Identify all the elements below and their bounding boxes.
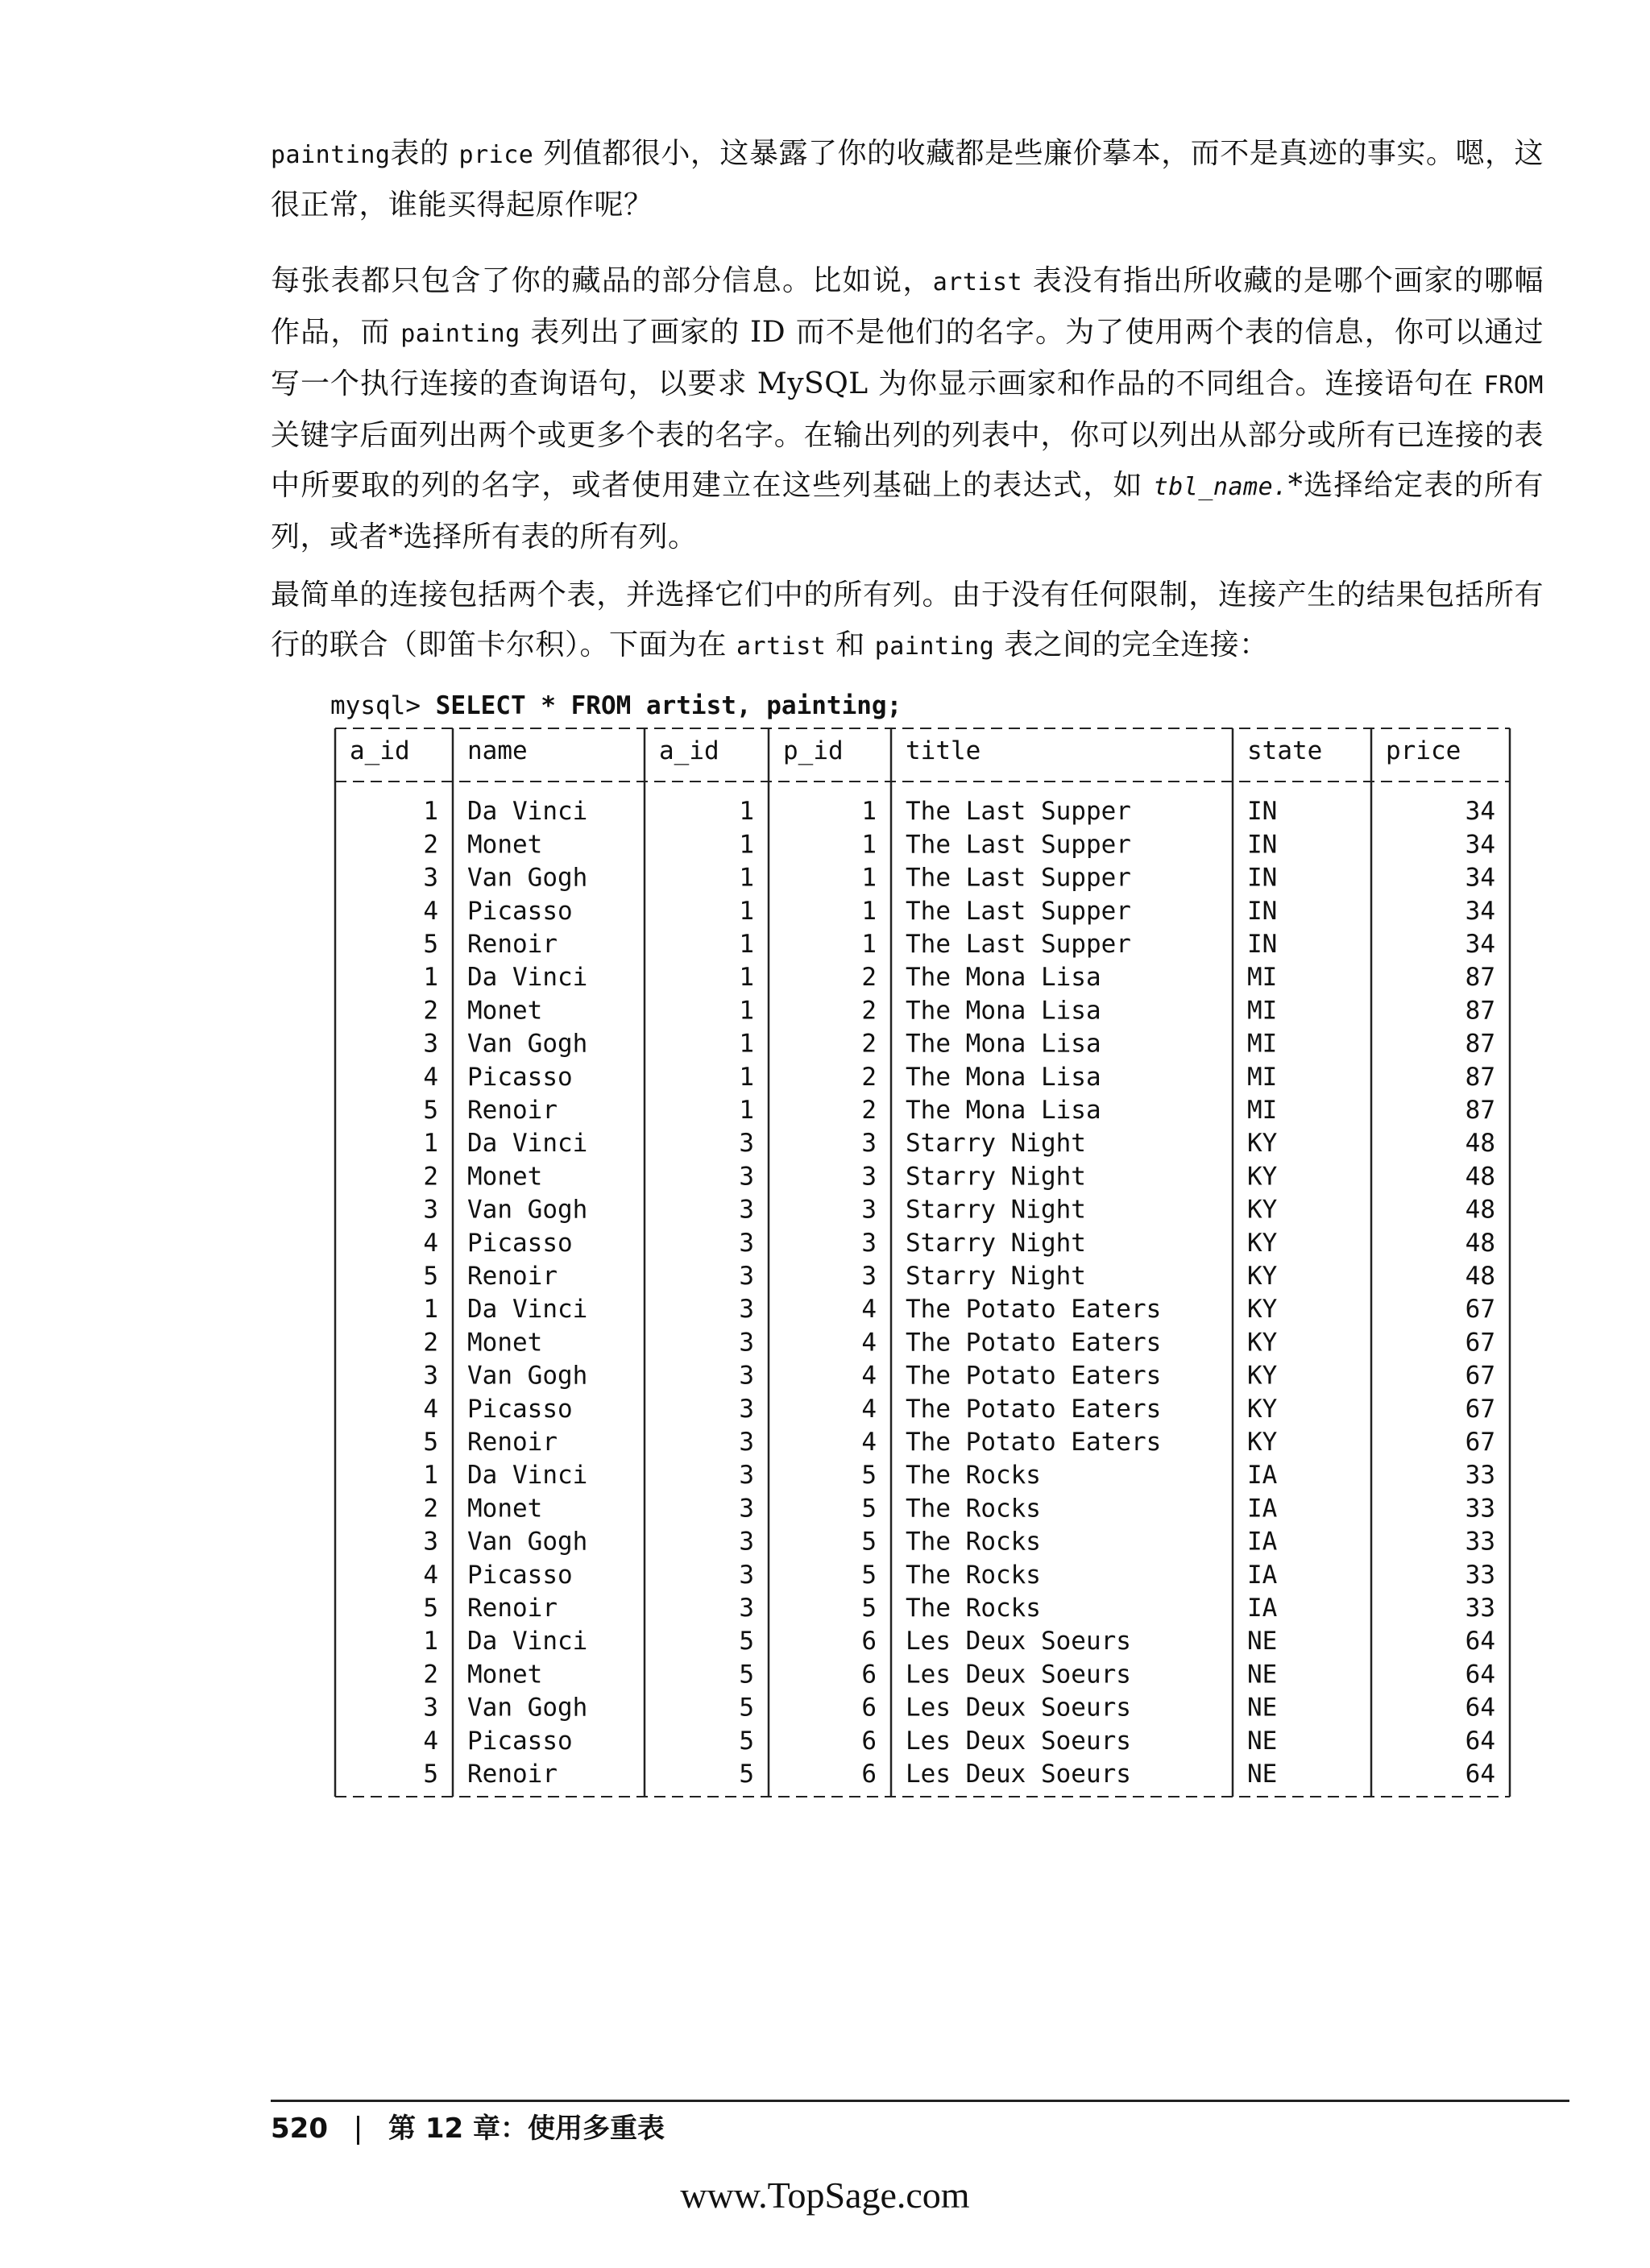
table-cell-name: Monet bbox=[467, 1494, 543, 1524]
table-cell-state: IN bbox=[1247, 830, 1278, 860]
table-cell-state: MI bbox=[1247, 1096, 1278, 1125]
table-cell-state: NE bbox=[1247, 1660, 1278, 1690]
inline-code-painting: painting bbox=[400, 320, 520, 348]
table-cell-name: Picasso bbox=[467, 1560, 573, 1590]
table-cell-price: 34 bbox=[1465, 863, 1495, 893]
table-cell-name: Da Vinci bbox=[467, 1295, 588, 1325]
table-cell-a-id: 1 bbox=[423, 1461, 438, 1491]
table-cell-state: IN bbox=[1247, 896, 1278, 926]
table-cell-name: Monet bbox=[467, 1162, 543, 1192]
table-cell-name: Van Gogh bbox=[467, 1029, 588, 1059]
table-cell-name: Renoir bbox=[467, 1262, 558, 1291]
table-cell-p-id: 2 bbox=[861, 996, 877, 1026]
table-cell-a-id: 3 bbox=[423, 863, 438, 893]
table-cell-state: IN bbox=[1247, 797, 1278, 827]
table-cell-price: 64 bbox=[1465, 1627, 1495, 1656]
table-cell-a-id: 5 bbox=[423, 1594, 438, 1623]
table-cell-price: 48 bbox=[1465, 1162, 1495, 1192]
text-span: 关键字后面列出两个或更多个表的名字。在输出列的列表中，你可以列出从部分或所有已连接的表中所要取的列的名字，或者使用建立在这些列基础上的表达式，如 bbox=[271, 419, 1544, 502]
table-cell-a-id: 3 bbox=[739, 1262, 754, 1291]
table-cell-name: Monet bbox=[467, 1328, 543, 1358]
table-cell-p-id: 5 bbox=[861, 1527, 877, 1557]
table-cell-p-id: 4 bbox=[861, 1295, 877, 1325]
table-cell-a-id: 4 bbox=[423, 1394, 438, 1424]
table-cell-name: Da Vinci bbox=[467, 797, 588, 827]
table-cell-state: KY bbox=[1247, 1328, 1278, 1358]
table-cell-a-id: 5 bbox=[423, 930, 438, 959]
table-cell-a-id: 5 bbox=[423, 1428, 438, 1457]
table-cell-name: Van Gogh bbox=[467, 1361, 588, 1391]
table-cell-a-id: 3 bbox=[739, 1461, 754, 1491]
table-cell-price: 48 bbox=[1465, 1195, 1495, 1225]
table-cell-title: The Rocks bbox=[906, 1461, 1041, 1491]
table-cell-p-id: 1 bbox=[861, 930, 877, 959]
table-cell-name: Renoir bbox=[467, 930, 558, 959]
table-cell-name: Da Vinci bbox=[467, 1129, 588, 1159]
mysql-command-line bbox=[330, 691, 902, 720]
table-cell-a-id: 2 bbox=[423, 996, 438, 1026]
table-cell-state: KY bbox=[1247, 1428, 1278, 1457]
table-cell-state: NE bbox=[1247, 1760, 1278, 1789]
text-span: 表的 bbox=[390, 137, 459, 170]
table-cell-title: The Mona Lisa bbox=[906, 963, 1101, 993]
table-cell-price: 34 bbox=[1465, 830, 1495, 860]
table-cell-state: KY bbox=[1247, 1361, 1278, 1391]
chapter-title: 第 12 章：使用多重表 bbox=[388, 2113, 665, 2145]
table-cell-a-id: 5 bbox=[423, 1262, 438, 1291]
table-cell-price: 67 bbox=[1465, 1361, 1495, 1391]
table-cell-price: 33 bbox=[1465, 1461, 1495, 1491]
table-cell-p-id: 3 bbox=[861, 1262, 877, 1291]
table-cell-price: 64 bbox=[1465, 1660, 1495, 1690]
table-cell-name: Monet bbox=[467, 1660, 543, 1690]
table-cell-a-id: 3 bbox=[739, 1228, 754, 1258]
table-cell-name: Da Vinci bbox=[467, 1461, 588, 1491]
table-cell-price: 87 bbox=[1465, 1062, 1495, 1092]
mysql-prompt: mysql> bbox=[330, 691, 436, 720]
table-cell-a-id: 1 bbox=[739, 963, 754, 993]
table-cell-a-id: 1 bbox=[423, 1129, 438, 1159]
table-cell-name: Monet bbox=[467, 830, 543, 860]
table-cell-a-id: 5 bbox=[423, 1760, 438, 1789]
table-cell-title: The Mona Lisa bbox=[906, 1029, 1101, 1059]
table-cell-state: IN bbox=[1247, 863, 1278, 893]
table-cell-title: The Potato Eaters bbox=[906, 1328, 1162, 1358]
table-cell-state: IA bbox=[1247, 1594, 1278, 1623]
text-span: 表之间的完全连接： bbox=[994, 628, 1269, 661]
table-cell-a-id: 4 bbox=[423, 1228, 438, 1258]
sql-query: SELECT * FROM artist, painting; bbox=[435, 691, 902, 720]
table-cell-a-id: 4 bbox=[423, 1062, 438, 1092]
table-cell-p-id: 4 bbox=[861, 1328, 877, 1358]
table-cell-p-id: 1 bbox=[861, 797, 877, 827]
table-cell-price: 87 bbox=[1465, 963, 1495, 993]
table-cell-state: MI bbox=[1247, 1062, 1278, 1092]
table-cell-p-id: 1 bbox=[861, 896, 877, 926]
table-cell-title: The Rocks bbox=[906, 1527, 1041, 1557]
paragraph-full-join bbox=[271, 570, 1544, 672]
table-cell-price: 48 bbox=[1465, 1228, 1495, 1258]
table-cell-a-id: 2 bbox=[423, 1494, 438, 1524]
table-cell-a-id: 1 bbox=[739, 996, 754, 1026]
table-cell-p-id: 2 bbox=[861, 1062, 877, 1092]
table-cell-state: MI bbox=[1247, 996, 1278, 1026]
inline-code-painting: painting bbox=[271, 141, 391, 169]
table-cell-price: 48 bbox=[1465, 1262, 1495, 1291]
table-cell-state: KY bbox=[1247, 1295, 1278, 1325]
table-cell-a-id: 5 bbox=[739, 1726, 754, 1756]
text-span: 列值都很小，这暴露了你的收藏都是些廉价摹本，而不是真迹的事实。嗯，这很正常，谁能买得起原作呢？ bbox=[271, 137, 1544, 222]
table-cell-name: Renoir bbox=[467, 1760, 558, 1789]
table-cell-state: KY bbox=[1247, 1195, 1278, 1225]
table-cell-a-id: 3 bbox=[739, 1428, 754, 1457]
table-cell-a-id: 3 bbox=[423, 1195, 438, 1225]
table-cell-name: Van Gogh bbox=[467, 863, 588, 893]
table-cell-price: 87 bbox=[1465, 1096, 1495, 1125]
table-cell-price: 34 bbox=[1465, 797, 1495, 827]
table-cell-state: MI bbox=[1247, 963, 1278, 993]
table-cell-a-id: 3 bbox=[739, 1394, 754, 1424]
table-cell-a-id: 1 bbox=[423, 1627, 438, 1656]
table-cell-price: 33 bbox=[1465, 1494, 1495, 1524]
table-cell-state: IA bbox=[1247, 1461, 1278, 1491]
table-cell-title: The Last Supper bbox=[906, 797, 1131, 827]
table-cell-a-id: 5 bbox=[739, 1760, 754, 1789]
table-cell-title: The Mona Lisa bbox=[906, 1096, 1101, 1125]
table-cell-a-id: 3 bbox=[739, 1129, 754, 1159]
text-span: 表没有指出所收藏的是哪个画家的哪幅作品，而 bbox=[271, 264, 1544, 349]
text-span: *选择给定表的所有列，或者*选择所有表的所有列。 bbox=[271, 469, 1544, 554]
table-cell-a-id: 2 bbox=[423, 1660, 438, 1690]
footer-rule bbox=[271, 2100, 1569, 2102]
inline-code-from: FROM bbox=[1483, 371, 1544, 400]
table-cell-name: Renoir bbox=[467, 1594, 558, 1623]
table-cell-a-id: 3 bbox=[739, 1328, 754, 1358]
inline-code-artist: artist bbox=[736, 632, 827, 661]
table-header-state: state bbox=[1247, 736, 1323, 765]
table-cell-name: Picasso bbox=[467, 1394, 573, 1424]
table-cell-price: 67 bbox=[1465, 1428, 1495, 1457]
table-cell-state: KY bbox=[1247, 1129, 1278, 1159]
footer-separator bbox=[357, 2116, 359, 2145]
table-cell-price: 64 bbox=[1465, 1760, 1495, 1789]
table-cell-p-id: 6 bbox=[861, 1726, 877, 1756]
table-cell-p-id: 4 bbox=[861, 1361, 877, 1391]
inline-code-artist: artist bbox=[932, 268, 1023, 296]
table-cell-a-id: 5 bbox=[423, 1096, 438, 1125]
table-cell-a-id: 1 bbox=[423, 963, 438, 993]
table-cell-p-id: 6 bbox=[861, 1660, 877, 1690]
text-span: 每张表都只包含了你的藏品的部分信息。比如说， bbox=[271, 264, 933, 297]
table-cell-p-id: 2 bbox=[861, 1096, 877, 1125]
table-cell-title: The Rocks bbox=[906, 1494, 1041, 1524]
table-cell-a-id: 1 bbox=[739, 863, 754, 893]
table-cell-p-id: 3 bbox=[861, 1129, 877, 1159]
table-cell-price: 67 bbox=[1465, 1394, 1495, 1424]
table-header-a-id: a_id bbox=[350, 736, 410, 765]
table-cell-name: Da Vinci bbox=[467, 1627, 588, 1656]
table-cell-title: The Potato Eaters bbox=[906, 1394, 1162, 1424]
table-cell-a-id: 1 bbox=[739, 1029, 754, 1059]
table-cell-a-id: 1 bbox=[423, 1295, 438, 1325]
table-cell-state: NE bbox=[1247, 1693, 1278, 1723]
table-cell-a-id: 1 bbox=[739, 1096, 754, 1125]
table-cell-a-id: 3 bbox=[423, 1527, 438, 1557]
table-cell-p-id: 3 bbox=[861, 1162, 877, 1192]
table-cell-name: Da Vinci bbox=[467, 963, 588, 993]
table-cell-a-id: 3 bbox=[739, 1361, 754, 1391]
table-cell-p-id: 6 bbox=[861, 1627, 877, 1656]
table-cell-p-id: 5 bbox=[861, 1494, 877, 1524]
table-cell-price: 64 bbox=[1465, 1693, 1495, 1723]
table-cell-price: 64 bbox=[1465, 1726, 1495, 1756]
table-cell-title: The Last Supper bbox=[906, 896, 1131, 926]
table-cell-price: 33 bbox=[1465, 1527, 1495, 1557]
table-cell-price: 67 bbox=[1465, 1295, 1495, 1325]
table-cell-p-id: 4 bbox=[861, 1394, 877, 1424]
table-cell-a-id: 3 bbox=[739, 1195, 754, 1225]
table-cell-a-id: 2 bbox=[423, 1328, 438, 1358]
table-cell-price: 34 bbox=[1465, 930, 1495, 959]
table-cell-a-id: 3 bbox=[423, 1029, 438, 1059]
site-watermark: www.TopSage.com bbox=[680, 2175, 970, 2216]
table-cell-p-id: 4 bbox=[861, 1428, 877, 1457]
table-header-title: title bbox=[906, 736, 981, 765]
table-cell-p-id: 2 bbox=[861, 963, 877, 993]
table-cell-name: Picasso bbox=[467, 1062, 573, 1092]
table-cell-name: Van Gogh bbox=[467, 1693, 588, 1723]
table-cell-p-id: 2 bbox=[861, 1029, 877, 1059]
table-cell-a-id: 1 bbox=[423, 797, 438, 827]
table-cell-title: The Potato Eaters bbox=[906, 1295, 1162, 1325]
table-cell-price: 48 bbox=[1465, 1129, 1495, 1159]
table-cell-price: 33 bbox=[1465, 1594, 1495, 1623]
table-cell-a-id: 3 bbox=[423, 1361, 438, 1391]
inline-code-painting: painting bbox=[874, 632, 995, 661]
table-cell-name: Picasso bbox=[467, 1228, 573, 1258]
paragraph-price-note bbox=[271, 129, 1544, 230]
table-cell-title: Starry Night bbox=[906, 1129, 1086, 1159]
table-cell-name: Renoir bbox=[467, 1428, 558, 1457]
mysql-code-block bbox=[330, 691, 1587, 1868]
table-header-p-id: p_id bbox=[783, 736, 844, 765]
table-header-name: name bbox=[467, 736, 528, 765]
table-cell-price: 87 bbox=[1465, 996, 1495, 1026]
table-cell-title: The Potato Eaters bbox=[906, 1361, 1162, 1391]
table-cell-state: KY bbox=[1247, 1262, 1278, 1291]
table-cell-title: The Rocks bbox=[906, 1594, 1041, 1623]
table-cell-state: KY bbox=[1247, 1162, 1278, 1192]
table-cell-a-id: 3 bbox=[739, 1594, 754, 1623]
table-cell-a-id: 4 bbox=[423, 896, 438, 926]
table-cell-a-id: 4 bbox=[423, 1726, 438, 1756]
table-header-a-id: a_id bbox=[659, 736, 719, 765]
table-cell-title: Les Deux Soeurs bbox=[906, 1726, 1131, 1756]
table-cell-price: 87 bbox=[1465, 1029, 1495, 1059]
table-cell-a-id: 4 bbox=[423, 1560, 438, 1590]
table-cell-p-id: 1 bbox=[861, 830, 877, 860]
table-cell-state: NE bbox=[1247, 1726, 1278, 1756]
table-cell-name: Picasso bbox=[467, 1726, 573, 1756]
table-cell-price: 34 bbox=[1465, 896, 1495, 926]
text-span: 表列出了画家的 ID 而不是他们的名字。为了使用两个表的信息，你可以通过写一个执行连接的查询语句，以要求 MySQL 为你显示画家和作品的不同组合。连接语句在 bbox=[271, 316, 1544, 400]
query-result-table bbox=[330, 724, 1539, 1851]
page-number: 520 bbox=[271, 2113, 328, 2145]
table-cell-price: 67 bbox=[1465, 1328, 1495, 1358]
table-cell-title: The Rocks bbox=[906, 1560, 1041, 1590]
table-cell-p-id: 1 bbox=[861, 863, 877, 893]
table-cell-p-id: 6 bbox=[861, 1760, 877, 1789]
table-cell-price: 33 bbox=[1465, 1560, 1495, 1590]
table-cell-name: Renoir bbox=[467, 1096, 558, 1125]
table-cell-title: The Last Supper bbox=[906, 863, 1131, 893]
table-cell-a-id: 1 bbox=[739, 1062, 754, 1092]
table-cell-a-id: 5 bbox=[739, 1627, 754, 1656]
table-cell-a-id: 2 bbox=[423, 830, 438, 860]
table-cell-p-id: 5 bbox=[861, 1594, 877, 1623]
table-cell-p-id: 3 bbox=[861, 1228, 877, 1258]
table-cell-title: The Mona Lisa bbox=[906, 1062, 1101, 1092]
table-cell-name: Picasso bbox=[467, 896, 573, 926]
table-cell-a-id: 3 bbox=[739, 1162, 754, 1192]
table-cell-title: The Mona Lisa bbox=[906, 996, 1101, 1026]
table-cell-state: NE bbox=[1247, 1627, 1278, 1656]
table-cell-title: Les Deux Soeurs bbox=[906, 1760, 1131, 1789]
table-cell-a-id: 3 bbox=[739, 1494, 754, 1524]
table-cell-title: The Last Supper bbox=[906, 930, 1131, 959]
table-cell-p-id: 5 bbox=[861, 1461, 877, 1491]
table-cell-name: Van Gogh bbox=[467, 1195, 588, 1225]
table-cell-title: Les Deux Soeurs bbox=[906, 1693, 1131, 1723]
table-cell-title: Les Deux Soeurs bbox=[906, 1627, 1131, 1656]
text-span: 最简单的连接包括两个表，并选择它们中的所有列。由于没有任何限制，连接产生的结果包括所有行的联合（即笛卡尔积）。下面为在 bbox=[271, 578, 1544, 661]
table-cell-a-id: 3 bbox=[739, 1295, 754, 1325]
table-cell-state: IA bbox=[1247, 1527, 1278, 1557]
table-header-price: price bbox=[1386, 736, 1461, 765]
table-cell-a-id: 1 bbox=[739, 797, 754, 827]
table-cell-a-id: 1 bbox=[739, 830, 754, 860]
table-cell-state: IN bbox=[1247, 930, 1278, 959]
table-cell-title: Starry Night bbox=[906, 1228, 1086, 1258]
paragraph-join-intro bbox=[271, 256, 1544, 562]
table-cell-title: Starry Night bbox=[906, 1162, 1086, 1192]
table-cell-a-id: 1 bbox=[739, 896, 754, 926]
table-cell-a-id: 5 bbox=[739, 1693, 754, 1723]
table-cell-title: Les Deux Soeurs bbox=[906, 1660, 1131, 1690]
table-cell-title: Starry Night bbox=[906, 1195, 1086, 1225]
table-cell-p-id: 3 bbox=[861, 1195, 877, 1225]
table-cell-a-id: 3 bbox=[739, 1560, 754, 1590]
text-span: 和 bbox=[826, 628, 875, 661]
inline-code-tbl-name: tbl_name. bbox=[1153, 473, 1288, 501]
table-cell-state: IA bbox=[1247, 1560, 1278, 1590]
table-cell-a-id: 2 bbox=[423, 1162, 438, 1192]
table-cell-state: MI bbox=[1247, 1029, 1278, 1059]
table-cell-title: The Last Supper bbox=[906, 830, 1131, 860]
table-cell-title: The Potato Eaters bbox=[906, 1428, 1162, 1457]
inline-code-price: price bbox=[458, 141, 534, 169]
table-cell-p-id: 5 bbox=[861, 1560, 877, 1590]
table-cell-p-id: 6 bbox=[861, 1693, 877, 1723]
table-cell-a-id: 5 bbox=[739, 1660, 754, 1690]
table-cell-state: KY bbox=[1247, 1228, 1278, 1258]
table-cell-a-id: 1 bbox=[739, 930, 754, 959]
table-cell-name: Monet bbox=[467, 996, 543, 1026]
page-footer bbox=[271, 2106, 665, 2146]
table-cell-a-id: 3 bbox=[423, 1693, 438, 1723]
table-cell-state: KY bbox=[1247, 1394, 1278, 1424]
table-cell-state: IA bbox=[1247, 1494, 1278, 1524]
table-cell-name: Van Gogh bbox=[467, 1527, 588, 1557]
table-cell-a-id: 3 bbox=[739, 1527, 754, 1557]
table-cell-title: Starry Night bbox=[906, 1262, 1086, 1291]
